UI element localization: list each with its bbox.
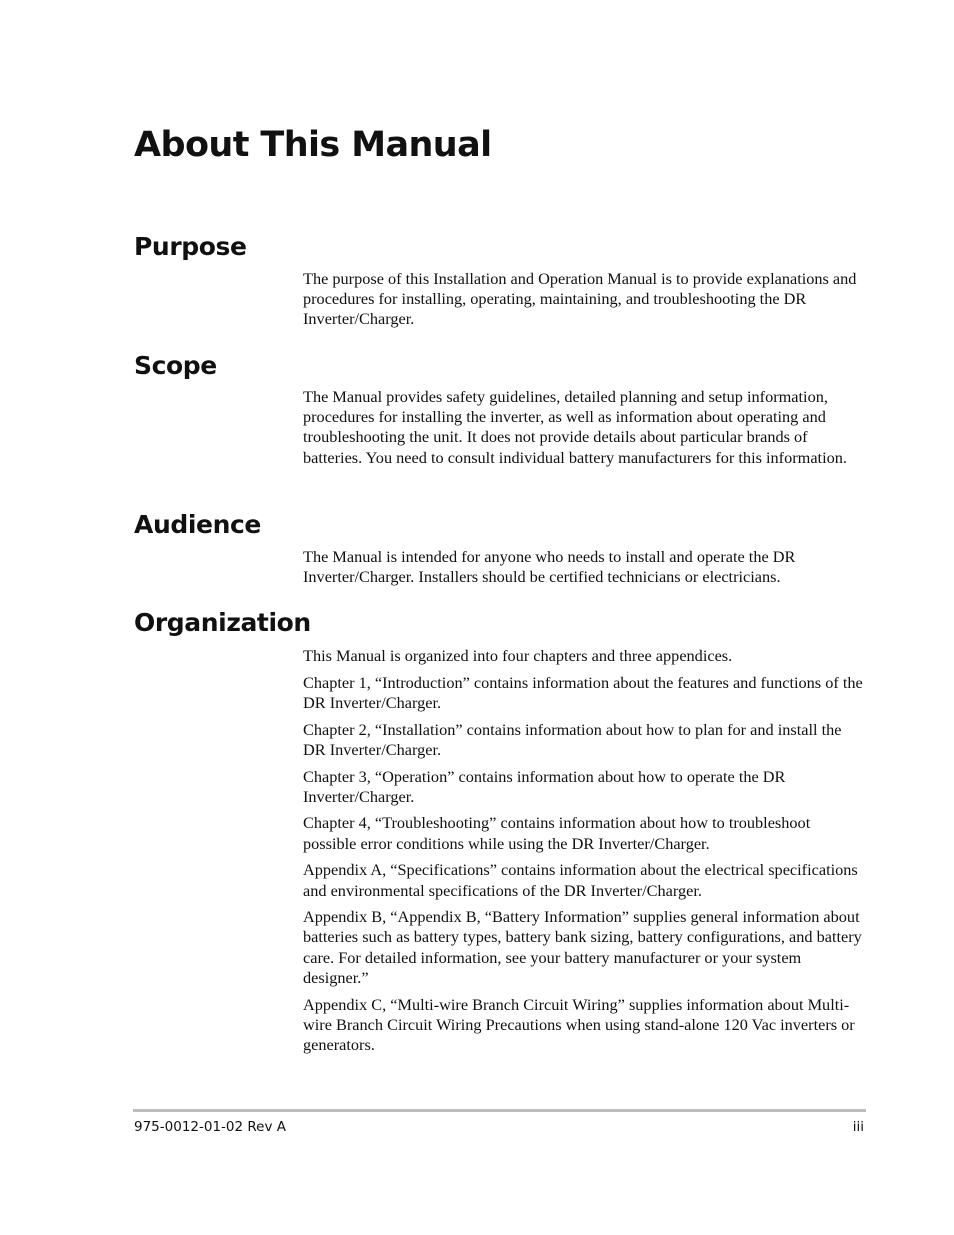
paragraph-chapter-1: Chapter 1, “Introduction” contains information about the features and functions of the DR Inverter/Charger. [303, 672, 863, 712]
section-heading-scope: Scope [134, 351, 217, 380]
section-scope [134, 350, 867, 474]
section-audience [134, 509, 867, 594]
section-purpose [134, 231, 867, 336]
section-body-organization [303, 646, 866, 1055]
footer-doc-number: 975-0012-01-02 Rev A [134, 1119, 286, 1135]
paragraph-appendix-b: Appendix B, “Appendix B, “Battery Information” supplies general information about batteries such as battery types, battery bank sizing, battery configurations, and battery care. For detailed information, see your battery manufacturer or your system designer.” [303, 907, 862, 987]
footer-page-number: iii [852, 1119, 864, 1135]
footer-divider [133, 1109, 866, 1112]
paragraph-appendix-a: Appendix A, “Specifications” contains information about the electrical specifications and environmental specifications of the DR Inverter/Charger. [303, 860, 858, 900]
section-body-scope [303, 387, 866, 468]
paragraph: The Manual is intended for anyone who needs to install and operate the DR Inverter/Charger. Installers should be certified technicians or electricians. [303, 547, 796, 587]
paragraph: The purpose of this Installation and Operation Manual is to provide explanations and procedures for installing, operating, maintaining, and troubleshooting the DR Inverter/Charger. [303, 269, 857, 329]
page-title: About This Manual [134, 125, 492, 165]
paragraph-intro: This Manual is organized into four chapters and three appendices. [303, 646, 733, 665]
section-heading-purpose: Purpose [134, 232, 247, 261]
paragraph: The Manual provides safety guidelines, detailed planning and setup information, procedures for installing the inverter, as well as information about operating and troubleshooting the unit. It does not provide details about particular brands of batteries. You need to consult individual battery manufacturers for this information. [303, 387, 847, 467]
section-body-audience [303, 547, 866, 587]
section-organization [134, 607, 867, 1062]
paragraph-appendix-c: Appendix C, “Multi-wire Branch Circuit Wiring” supplies information about Multi-wire Branch Circuit Wiring Precautions when using stand-alone 120 Vac inverters or generators. [303, 994, 855, 1054]
section-heading-audience: Audience [134, 510, 261, 539]
paragraph-chapter-4: Chapter 4, “Troubleshooting” contains information about how to troubleshoot possible error conditions while using the DR Inverter/Charger. [303, 813, 811, 853]
section-body-purpose [303, 269, 866, 330]
paragraph-chapter-2: Chapter 2, “Installation” contains information about how to plan for and install the DR Inverter/Charger. [303, 719, 842, 759]
section-heading-organization: Organization [134, 608, 311, 637]
paragraph-chapter-3: Chapter 3, “Operation” contains information about how to operate the DR Inverter/Charger. [303, 766, 786, 806]
